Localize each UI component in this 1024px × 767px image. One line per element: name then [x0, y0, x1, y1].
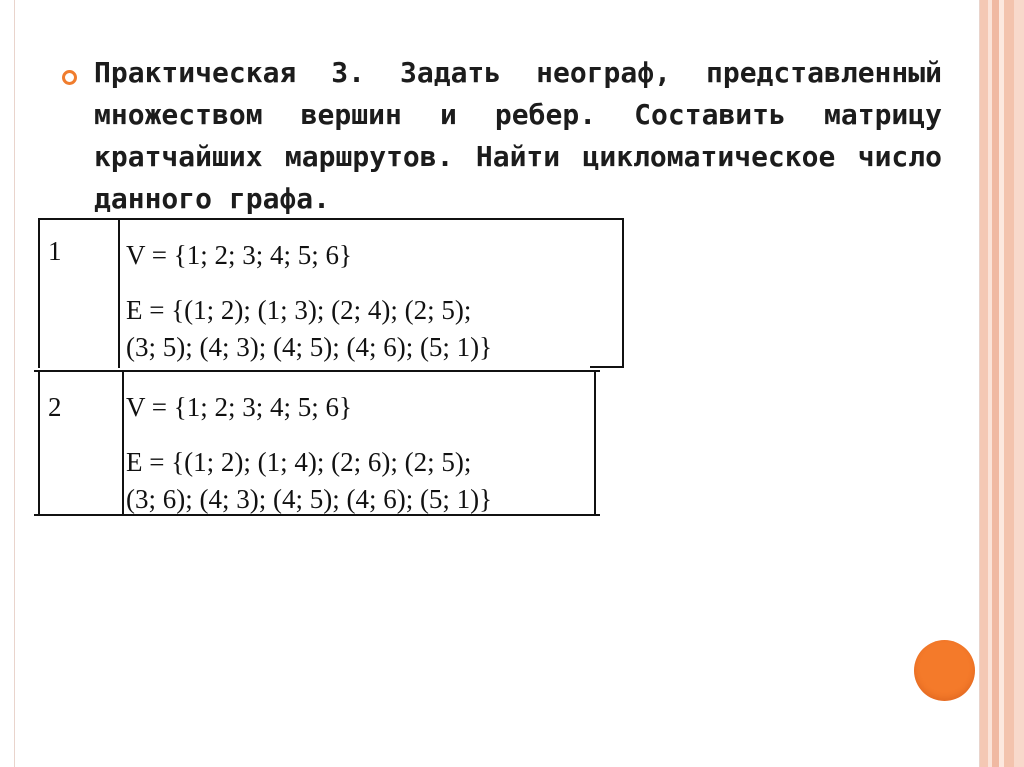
- table-border: [118, 218, 120, 368]
- table-border: [38, 218, 40, 368]
- edge-set-line: (3; 5); (4; 3); (4; 5); (4; 6); (5; 1)}: [126, 332, 493, 362]
- table-border: [622, 218, 624, 368]
- table-border: [122, 370, 124, 516]
- decor-stripe: [1014, 0, 1024, 767]
- bullet-circle-icon: [62, 70, 77, 85]
- variant-table-2: [30, 370, 600, 518]
- decor-orange-circle: [914, 640, 975, 701]
- edge-set: [126, 292, 606, 366]
- edge-set: [126, 444, 606, 518]
- table-border: [38, 370, 40, 516]
- edge-set-line: (3; 6); (4; 3); (4; 5); (4; 6); (5; 1)}: [126, 484, 493, 514]
- table-border: [590, 366, 624, 368]
- decor-stripe: [980, 0, 988, 767]
- vertex-set: V = {1; 2; 3; 4; 5; 6}: [126, 240, 352, 270]
- decor-stripe: [1004, 0, 1014, 767]
- variant-number: 2: [48, 392, 62, 422]
- vertex-set: V = {1; 2; 3; 4; 5; 6}: [126, 392, 352, 422]
- edge-set-line: E = {(1; 2); (1; 4); (2; 6); (2; 5);: [126, 447, 472, 477]
- edge-set-line: E = {(1; 2); (1; 3); (2; 4); (2; 5);: [126, 295, 472, 325]
- task-text: Практическая 3. Задать неограф, представленный множеством вершин и ребер. Составить матрицу кратчайших маршрутов. Найти цикломатическое число данного графа.: [94, 56, 942, 215]
- table-border: [34, 370, 600, 372]
- decor-stripe: [992, 0, 999, 767]
- variant-number: 1: [48, 236, 62, 266]
- table-border: [38, 218, 623, 220]
- variant-table-1: [30, 218, 630, 368]
